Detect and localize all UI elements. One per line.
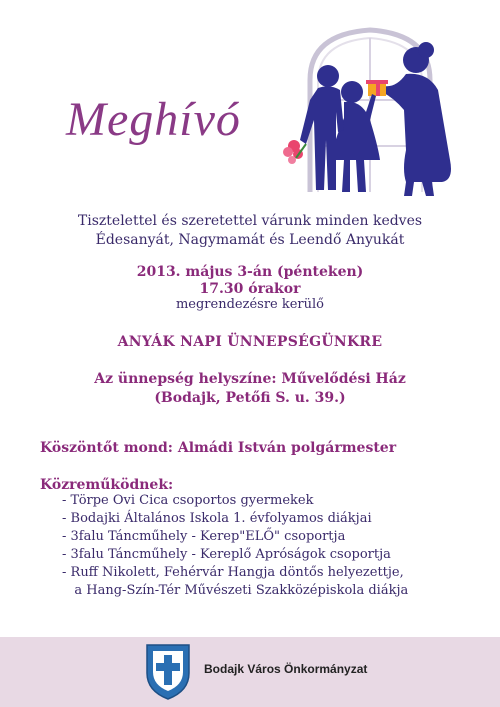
event-time: 17.30 órakor — [199, 281, 301, 297]
contributors-label: Közreműködnek: — [40, 477, 174, 493]
mother-children-silhouette-icon — [266, 20, 462, 202]
list-item: - Törpe Ovi Cica csoportos gyermekek — [62, 493, 314, 508]
town-crest-icon — [145, 643, 191, 701]
event-datetime — [0, 264, 500, 298]
footer — [0, 637, 500, 707]
venue-address: (Bodajk, Petőfi S. u. 39.) — [154, 390, 346, 406]
list-item: - 3falu Táncműhely - Kereplő Apróságok csoportja — [62, 547, 391, 562]
page-title: Meghívó — [66, 93, 241, 146]
list-item: - 3falu Táncműhely - Kerep"ELŐ" csoportja — [62, 529, 346, 544]
event-date: 2013. május 3-án (pénteken) — [136, 264, 364, 280]
greeting-speaker: Köszöntőt mond: Almádi István polgármester — [40, 440, 397, 456]
organization-name: Bodajk Város Önkormányzat — [204, 662, 368, 676]
ordering-text: megrendezésre kerülő — [175, 297, 325, 312]
list-item: a Hang-Szín-Tér Művészeti Szakközépiskola diákja — [62, 583, 409, 598]
event-title: ANYÁK NAPI ÜNNEPSÉGÜNKRE — [117, 334, 383, 350]
list-item: - Ruff Nikolett, Fehérvár Hangja döntős helyezettje, — [62, 565, 404, 580]
venue-line: Az ünnepség helyszíne: Művelődési Ház — [94, 371, 406, 387]
list-item: - Bodajki Általános Iskola 1. évfolyamos diákjai — [62, 511, 372, 526]
event-venue — [0, 370, 500, 408]
intro-line: Édesanyát, Nagymamát és Leendő Anyukát — [95, 232, 405, 248]
contributors-list — [62, 492, 408, 600]
invitation-text — [0, 212, 500, 250]
intro-line: Tisztelettel és szeretettel várunk minden kedves — [77, 213, 423, 229]
